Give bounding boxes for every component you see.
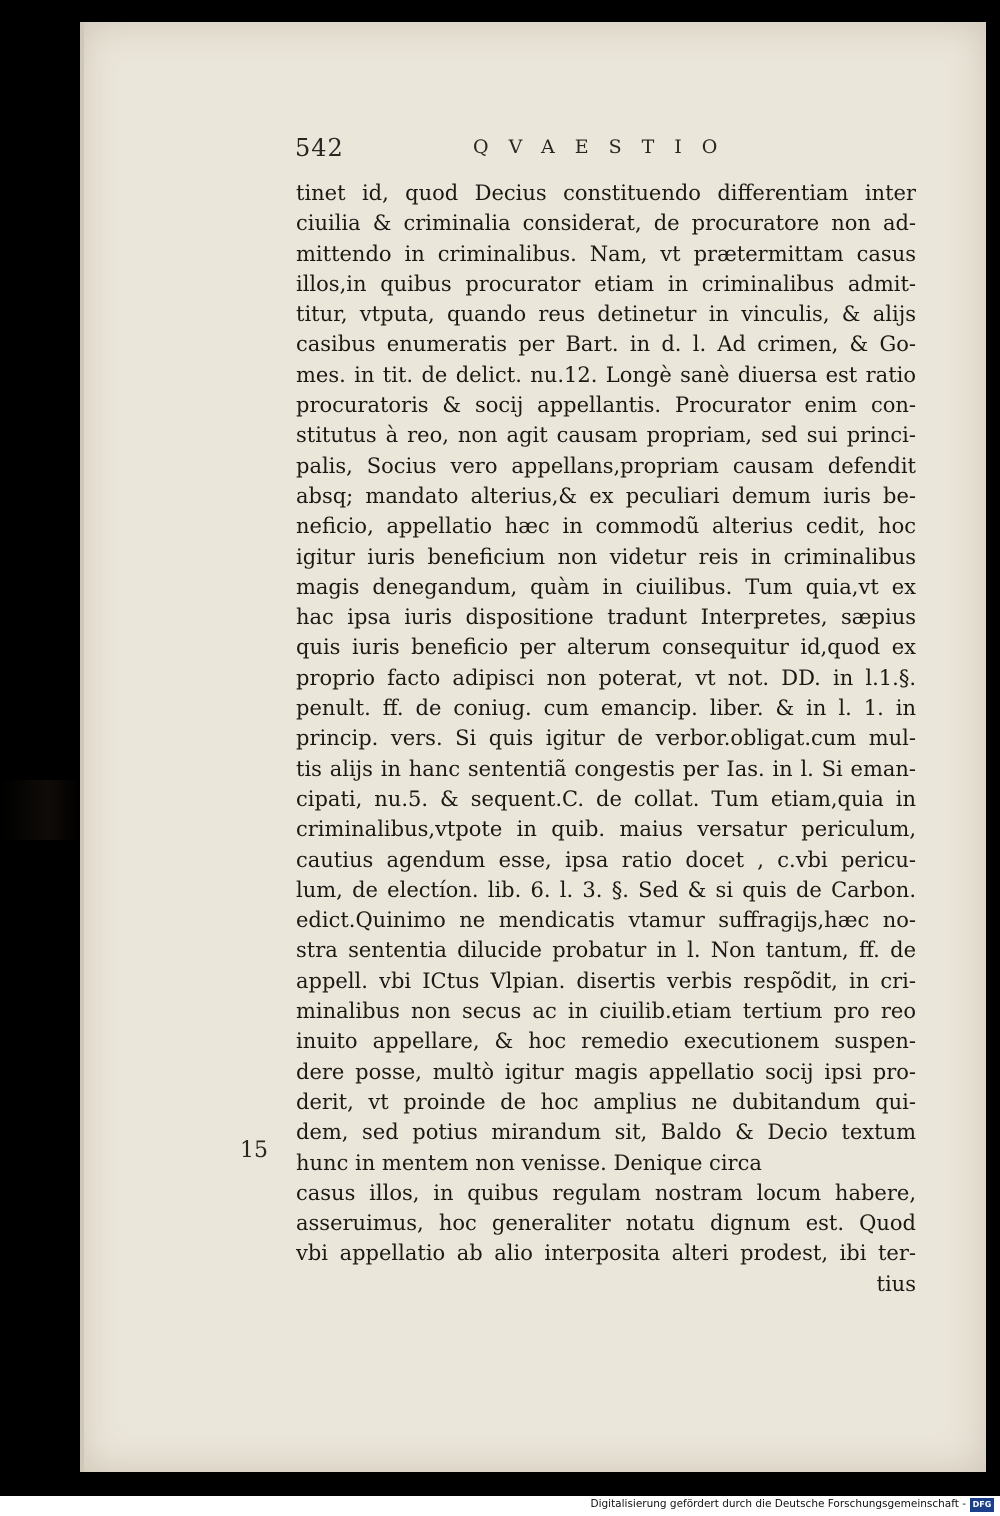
running-head: QVAESTIO: [473, 136, 738, 158]
text-line: stitutus à reo, non agit causam propriam, sed sui princi-: [296, 423, 916, 448]
text-line: mittendo in criminalibus. Nam, vt prætermittam casus: [296, 241, 916, 266]
text-line: cautius agendum esse, ipsa ratio docet , c.vbi pericu-: [296, 847, 916, 872]
text-line: inuito appellare, & hoc remedio executionem suspen-: [296, 1029, 916, 1054]
text-line: proprio facto adipisci non poterat, vt not. DD. in l.1.§.: [296, 665, 916, 690]
text-line: lum, de electíon. lib. 6. l. 3. §. Sed & si quis de Carbon.: [296, 877, 916, 902]
text-line: quis iuris beneficio per alterum consequitur id,quod ex: [296, 635, 916, 660]
text-line: asseruimus, hoc generaliter notatu dignum est. Quod: [296, 1211, 916, 1236]
text-line: stra sententia dilucide probatur in l. Non tantum, ff. de: [296, 938, 916, 963]
text-line: minalibus non secus ac in ciuilib.etiam tertium pro reo: [296, 999, 916, 1024]
dfg-logo: DFG: [970, 1498, 994, 1512]
text-line: cipati, nu.5. & sequent.C. de collat. Tum etiam,quia in: [296, 786, 916, 811]
text-line: mes. in tit. de delict. nu.12. Longè sanè diuersa est ratio: [296, 362, 916, 387]
text-line: appell. vbi ICtus Vlpian. disertis verbis respõdit, in cri-: [296, 968, 916, 993]
text-line: absq; mandato alterius,& ex peculiari demum iuris be-: [296, 483, 916, 508]
text-line: palis, Socius vero appellans,propriam causam defendit: [296, 453, 916, 478]
text-line: hunc in mentem non venisse. Denique circa: [296, 1150, 762, 1175]
body-text: [296, 178, 916, 1299]
text-line: edict.Quinimo ne mendicatis vtamur suffragijs,hæc no-: [296, 908, 916, 933]
page-header: [295, 134, 915, 174]
text-line: dere posse, multò igitur magis appellatio socij ipsi pro-: [296, 1059, 916, 1084]
text-line: hac ipsa iuris dispositione tradunt Interpretes, sæpius: [296, 605, 916, 630]
text-line: casus illos, in quibus regulam nostram locum habere,: [296, 1180, 916, 1205]
catchword: tius: [876, 1271, 916, 1296]
text-line: penult. ff. de coniug. cum emancip. liber. & in l. 1. in: [296, 696, 916, 721]
text-line: dem, sed potius mirandum sit, Baldo & Decio textum: [296, 1120, 916, 1145]
text-line: magis denegandum, quàm in ciuilibus. Tum quia,vt ex: [296, 574, 916, 599]
page-edge: [80, 22, 84, 1472]
marginal-number: 15: [240, 1138, 268, 1163]
text-line: illos,in quibus procurator etiam in criminalibus admit-: [296, 271, 916, 296]
text-line: igitur iuris beneficium non videtur reis in criminalibus: [296, 544, 916, 569]
text-line: tis alijs in hanc sententiã congestis per Ias. in l. Si eman-: [296, 756, 916, 781]
text-line: casibus enumeratis per Bart. in d. l. Ad crimen, & Go-: [296, 332, 916, 357]
text-line: criminalibus,vtpote in quib. maius versatur periculum,: [296, 817, 916, 842]
text-line: titur, vtputa, quando reus detinetur in vinculis, & alijs: [296, 302, 916, 327]
footer-bar: [0, 1496, 1000, 1516]
text-line: ciuilia & criminalia considerat, de procuratore non ad-: [296, 211, 916, 236]
text-line: neficio, appellatio hæc in commodũ alterius cedit, hoc: [296, 514, 916, 539]
footer-credit: Digitalisierung gefördert durch die Deutsche Forschungsgemeinschaft -: [590, 1498, 966, 1510]
text-line: princip. vers. Si quis igitur de verbor.obligat.cum mul-: [296, 726, 916, 751]
text-line: procuratoris & socij appellantis. Procurator enim con-: [296, 393, 916, 418]
book-binding-shadow: [0, 780, 80, 840]
text-line: vbi appellatio ab alio interposita alteri prodest, ibi ter-: [296, 1241, 916, 1266]
text-line: derit, vt proinde de hoc amplius ne dubitandum qui-: [296, 1089, 916, 1114]
page-number: 542: [295, 134, 344, 162]
text-line: tinet id, quod Decius constituendo differentiam inter: [296, 181, 916, 205]
